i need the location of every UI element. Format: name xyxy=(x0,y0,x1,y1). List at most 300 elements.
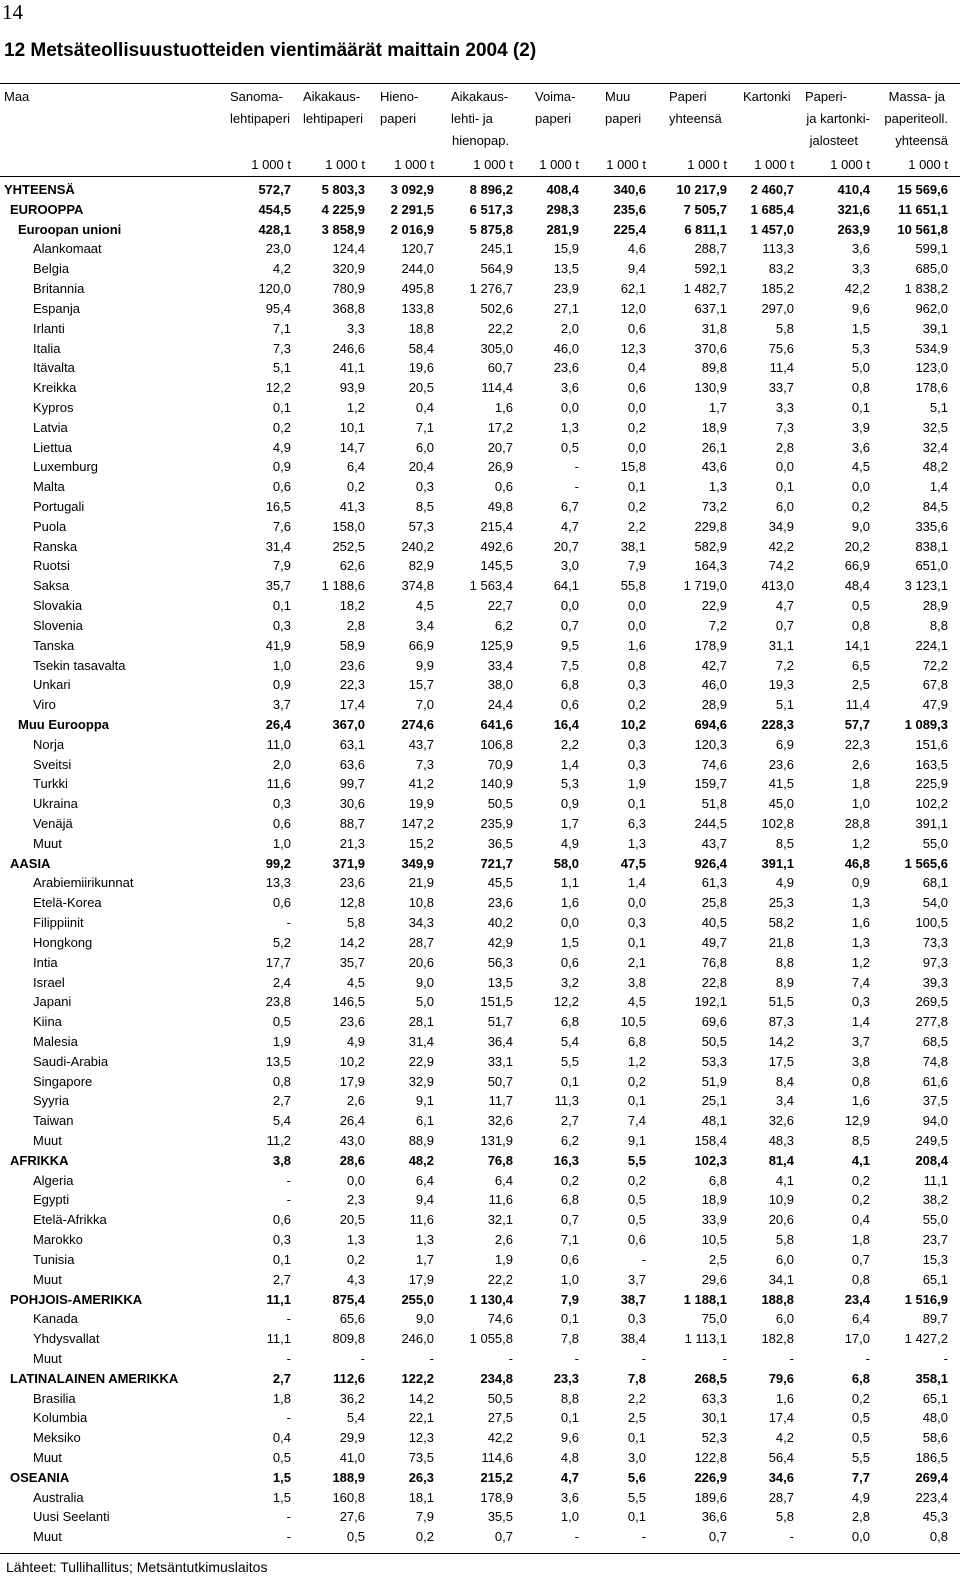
table-cell: 2 016,9 xyxy=(390,221,434,237)
table-cell: 263,9 xyxy=(837,221,870,237)
table-cell: 6,2 xyxy=(560,1133,579,1148)
table-cell: 0,4 xyxy=(415,399,434,415)
table-cell: 0,2 xyxy=(272,419,291,435)
row-label: AASIA xyxy=(10,855,51,871)
table-cell: 1,4 xyxy=(627,875,646,891)
table-cell: 67,8 xyxy=(922,677,948,693)
table-cell: 58,4 xyxy=(408,340,434,356)
table-cell: 49,7 xyxy=(701,934,727,950)
row-label: Saksa xyxy=(33,578,70,594)
row-label: Muu Eurooppa xyxy=(18,716,109,732)
table-cell: 0,1 xyxy=(627,1509,646,1525)
table-cell: 18,8 xyxy=(408,320,434,336)
table-row xyxy=(0,616,960,636)
table-cell: 0,0 xyxy=(560,915,579,931)
table-cell: 11,6 xyxy=(409,1212,434,1228)
table-cell: 32,1 xyxy=(487,1212,513,1228)
table-cell: 0,1 xyxy=(560,1311,579,1327)
row-label: Kreikka xyxy=(33,380,77,396)
table-row xyxy=(0,893,960,913)
table-cell: - xyxy=(789,1350,794,1366)
table-cell: 2,3 xyxy=(346,1192,365,1208)
table-cell: 1 563,4 xyxy=(469,578,513,594)
table-cell: 0,2 xyxy=(851,1390,870,1406)
table-cell: 114,6 xyxy=(481,1450,513,1465)
table-cell: 120,7 xyxy=(401,241,434,257)
table-cell: 1,6 xyxy=(560,895,579,911)
table-cell: 146,5 xyxy=(332,994,365,1010)
table-cell: 3,6 xyxy=(851,439,870,455)
table-cell: 1,0 xyxy=(560,1271,579,1287)
table-cell: 42,9 xyxy=(487,934,513,950)
table-cell: 28,8 xyxy=(844,816,870,831)
table-cell: 113,3 xyxy=(762,241,794,257)
table-cell: 185,2 xyxy=(761,281,794,297)
table-cell: 31,4 xyxy=(408,1033,434,1049)
table-cell: 64,1 xyxy=(553,578,579,594)
table-body xyxy=(0,180,960,1547)
row-label: Luxemburg xyxy=(33,459,99,475)
table-cell: 2,2 xyxy=(560,736,579,752)
table-cell: 69,6 xyxy=(701,1014,727,1030)
row-label: Puola xyxy=(33,518,67,534)
table-cell: 4,3 xyxy=(346,1271,365,1287)
unit-label: 1 000 t xyxy=(394,157,434,172)
table-cell: 641,6 xyxy=(480,716,513,732)
table-cell: 0,3 xyxy=(627,1311,646,1327)
table-cell: 1 565,6 xyxy=(904,855,948,871)
table-cell: 3,6 xyxy=(560,1489,579,1505)
table-cell: 23,0 xyxy=(265,241,291,257)
table-cell: 182,8 xyxy=(761,1331,794,1347)
table-cell: 74,8 xyxy=(922,1053,948,1069)
table-cell: 0,2 xyxy=(415,1529,434,1545)
table-cell: 4,1 xyxy=(851,1152,870,1168)
table-cell: 0,0 xyxy=(560,598,579,614)
table-cell: 25,3 xyxy=(768,895,794,911)
table-row xyxy=(0,1349,960,1369)
table-cell: 23,6 xyxy=(339,1014,365,1030)
table-cell: 8,5 xyxy=(775,835,794,851)
table-cell: 57,3 xyxy=(408,518,434,534)
table-cell: 33,7 xyxy=(768,380,794,396)
table-row xyxy=(0,497,960,517)
table-cell: 721,7 xyxy=(480,855,513,871)
table-row xyxy=(0,933,960,953)
table-cell: - xyxy=(574,459,579,475)
table-cell: 0,6 xyxy=(627,380,646,396)
table-cell: 32,5 xyxy=(922,419,948,435)
table-row xyxy=(0,1111,960,1131)
table-row xyxy=(0,1488,960,1508)
table-cell: 1,3 xyxy=(346,1232,365,1248)
table-cell: 1,6 xyxy=(494,399,513,415)
table-cell: 651,0 xyxy=(915,558,948,574)
row-label: Japani xyxy=(33,994,72,1010)
table-cell: 249,5 xyxy=(915,1133,948,1148)
table-cell: 4,7 xyxy=(775,598,794,614)
table-cell: 4,9 xyxy=(851,1489,870,1505)
table-cell: 7,3 xyxy=(272,340,291,356)
table-cell: 58,2 xyxy=(768,915,794,931)
row-label: AFRIKKA xyxy=(10,1152,69,1168)
table-cell: 72,2 xyxy=(922,657,948,673)
table-cell: 5,5 xyxy=(627,1489,646,1505)
table-cell: 45,0 xyxy=(768,796,794,812)
table-cell: 120,0 xyxy=(258,281,291,297)
table-cell: 0,5 xyxy=(560,439,579,455)
table-bottom-rule xyxy=(0,1553,960,1554)
table-cell: 82,9 xyxy=(408,558,434,574)
table-cell: 41,2 xyxy=(408,776,434,792)
table-cell: 8,5 xyxy=(851,1133,870,1148)
table-cell: 65,6 xyxy=(339,1311,365,1327)
table-row xyxy=(0,358,960,378)
table-cell: 208,4 xyxy=(915,1152,948,1168)
table-cell: 48,4 xyxy=(844,578,870,594)
row-label: Hongkong xyxy=(33,934,93,950)
table-cell: 32,6 xyxy=(768,1113,794,1129)
table-cell: 20,4 xyxy=(408,459,434,475)
table-cell: 15,2 xyxy=(408,835,434,851)
table-cell: 2,1 xyxy=(627,954,646,970)
table-cell: 33,1 xyxy=(487,1053,513,1069)
table-cell: 1,5 xyxy=(560,934,579,950)
table-cell: 62,6 xyxy=(339,558,365,574)
table-cell: 0,1 xyxy=(627,934,646,950)
table-cell: 1,1 xyxy=(560,875,579,891)
table-cell: 100,5 xyxy=(915,915,948,931)
table-cell: 10,8 xyxy=(408,895,434,911)
table-cell: 16,3 xyxy=(553,1152,579,1168)
table-cell: 102,3 xyxy=(694,1152,727,1168)
table-cell: 3 858,9 xyxy=(321,221,365,237)
row-label: Kiina xyxy=(33,1014,62,1030)
table-cell: 0,5 xyxy=(627,1192,646,1208)
row-label: Egypti xyxy=(33,1192,70,1208)
table-cell: 27,1 xyxy=(553,300,579,316)
table-row xyxy=(0,675,960,695)
table-row xyxy=(0,656,960,676)
table-cell: 66,9 xyxy=(408,637,434,653)
table-cell: 0,1 xyxy=(851,399,870,415)
table-cell: 22,1 xyxy=(408,1410,434,1426)
table-cell: 48,0 xyxy=(922,1410,948,1426)
table-cell: 1,2 xyxy=(851,835,870,851)
table-cell: 0,9 xyxy=(560,796,579,812)
table-cell: 10 217,9 xyxy=(676,182,727,197)
table-row xyxy=(0,1290,960,1310)
table-cell: 297,0 xyxy=(761,300,794,316)
table-cell: 408,4 xyxy=(546,182,579,197)
table-cell: 11,7 xyxy=(488,1093,513,1109)
table-cell: 22,9 xyxy=(408,1053,434,1069)
table-cell: 228,3 xyxy=(761,716,794,732)
table-cell: 94,0 xyxy=(922,1113,948,1129)
row-label: Israel xyxy=(33,974,65,990)
row-label: Kolumbia xyxy=(33,1410,88,1426)
table-cell: 0,6 xyxy=(272,895,291,911)
table-cell: 19,6 xyxy=(408,360,434,376)
table-cell: 0,8 xyxy=(851,1271,870,1287)
table-cell: 1,3 xyxy=(415,1232,434,1248)
row-label: Marokko xyxy=(33,1232,83,1248)
row-label: Unkari xyxy=(33,677,71,693)
table-cell: - xyxy=(286,1350,291,1366)
table-cell: 32,9 xyxy=(408,1073,434,1089)
table-cell: 225,9 xyxy=(915,776,948,792)
table-cell: 2,8 xyxy=(346,617,365,633)
table-cell: 43,0 xyxy=(339,1133,365,1148)
table-cell: 124,4 xyxy=(332,241,365,257)
table-cell: 34,3 xyxy=(408,915,434,931)
table-row xyxy=(0,259,960,279)
table-cell: - xyxy=(360,1350,365,1366)
table-cell: 5,8 xyxy=(775,1232,794,1248)
table-cell: 73,3 xyxy=(922,934,948,950)
row-label: Algeria xyxy=(33,1172,74,1188)
table-cell: 31,4 xyxy=(265,538,291,554)
table-cell: 1 457,0 xyxy=(750,221,794,237)
table-cell: 45,3 xyxy=(922,1509,948,1525)
column-header-line: Paperi xyxy=(669,89,707,104)
table-cell: 2,6 xyxy=(346,1093,365,1109)
table-cell: 5,4 xyxy=(346,1410,365,1426)
table-cell: 8 896,2 xyxy=(469,182,513,197)
table-cell: 5,5 xyxy=(560,1053,579,1069)
table-cell: 5,4 xyxy=(272,1113,291,1129)
table-cell: 5,0 xyxy=(415,994,434,1010)
table-cell: 10,2 xyxy=(620,716,646,732)
table-cell: 694,6 xyxy=(694,716,727,732)
table-cell: 29,6 xyxy=(701,1271,727,1287)
table-cell: 112,6 xyxy=(333,1370,365,1386)
table-cell: 20,5 xyxy=(339,1212,365,1228)
table-cell: 17,0 xyxy=(844,1331,870,1347)
table-cell: 9,0 xyxy=(851,518,870,534)
table-cell: 0,5 xyxy=(272,1014,291,1030)
table-cell: 7,9 xyxy=(272,558,291,574)
table-cell: 229,8 xyxy=(694,518,727,534)
table-cell: 582,9 xyxy=(694,538,727,554)
table-cell: 3,7 xyxy=(627,1271,646,1287)
table-cell: 88,7 xyxy=(339,816,365,831)
table-cell: 133,8 xyxy=(401,300,434,316)
table-cell: 17,5 xyxy=(768,1053,794,1069)
table-cell: 3,9 xyxy=(851,419,870,435)
table-cell: 3,4 xyxy=(775,1093,794,1109)
table-cell: 3,8 xyxy=(851,1053,870,1069)
table-cell: 6,8 xyxy=(560,677,579,693)
table-cell: 226,9 xyxy=(694,1469,727,1485)
table-cell: 38,7 xyxy=(620,1291,646,1307)
row-label: Kanada xyxy=(33,1311,78,1327)
table-cell: 26,1 xyxy=(701,439,727,455)
table-cell: 0,2 xyxy=(346,1251,365,1267)
table-cell: 42,2 xyxy=(487,1430,513,1446)
row-label: Ukraina xyxy=(33,796,78,812)
table-cell: 0,5 xyxy=(346,1529,365,1545)
row-label: Uusi Seelanti xyxy=(33,1509,110,1525)
table-cell: - xyxy=(789,1529,794,1545)
table-cell: 22,9 xyxy=(701,598,727,614)
row-label: Brasilia xyxy=(33,1390,76,1406)
table-cell: 2,6 xyxy=(494,1232,513,1248)
table-cell: 62,1 xyxy=(620,281,646,297)
table-cell: 51,9 xyxy=(701,1073,727,1089)
table-row xyxy=(0,576,960,596)
table-cell: 74,2 xyxy=(768,558,794,574)
table-cell: 6,0 xyxy=(415,439,434,455)
table-cell: 61,6 xyxy=(922,1073,948,1089)
table-cell: 2,5 xyxy=(851,677,870,693)
row-label: Filippiinit xyxy=(33,915,84,931)
table-cell: 391,1 xyxy=(915,816,948,831)
table-cell: 22,2 xyxy=(487,1271,513,1287)
table-cell: 454,5 xyxy=(258,201,291,217)
table-cell: 36,4 xyxy=(487,1033,513,1049)
table-cell: 36,2 xyxy=(339,1390,365,1406)
row-label: Belgia xyxy=(33,261,70,277)
table-cell: 163,5 xyxy=(915,756,948,772)
table-cell: 1,0 xyxy=(560,1509,579,1525)
table-row xyxy=(0,1171,960,1191)
table-cell: 0,2 xyxy=(627,499,646,514)
table-cell: 1,5 xyxy=(851,320,870,336)
table-cell: 123,0 xyxy=(915,360,948,376)
table-cell: 11,2 xyxy=(266,1133,291,1148)
table-cell: 63,1 xyxy=(339,736,365,752)
column-header-line: Sanoma- xyxy=(230,89,283,104)
table-cell: 7,3 xyxy=(415,756,434,772)
table-cell: 875,4 xyxy=(332,1291,365,1307)
table-cell: 5,0 xyxy=(851,360,870,376)
table-cell: 0,2 xyxy=(627,419,646,435)
table-row xyxy=(0,992,960,1012)
table-row xyxy=(0,596,960,616)
column-header-line: Paperi- xyxy=(805,89,847,104)
table-cell: 370,6 xyxy=(694,340,727,356)
table-cell: 5,6 xyxy=(627,1469,646,1485)
table-cell: 349,9 xyxy=(401,855,434,871)
table-cell: 223,4 xyxy=(915,1489,948,1505)
row-label: Syyria xyxy=(33,1093,70,1109)
table-cell: 151,6 xyxy=(915,736,948,752)
table-cell: 40,2 xyxy=(487,915,513,931)
table-row xyxy=(0,636,960,656)
table-cell: 41,1 xyxy=(339,360,365,376)
table-cell: 102,8 xyxy=(761,816,794,831)
table-cell: 48,3 xyxy=(768,1133,794,1148)
table-cell: 281,9 xyxy=(546,221,579,237)
table-cell: 75,6 xyxy=(768,340,794,356)
table-row xyxy=(0,715,960,735)
table-cell: 8,8 xyxy=(929,617,948,633)
table-cell: 1,4 xyxy=(560,756,579,772)
table-cell: 28,9 xyxy=(922,598,948,614)
table-cell: 6,4 xyxy=(494,1172,513,1188)
table-cell: 240,2 xyxy=(401,538,434,554)
table-cell: 9,4 xyxy=(627,261,646,277)
table-cell: 11,4 xyxy=(845,697,870,713)
table-row xyxy=(0,1448,960,1468)
table-cell: 2,5 xyxy=(627,1410,646,1426)
column-header-line: paperi xyxy=(605,111,642,126)
table-cell: 1 188,6 xyxy=(321,578,365,594)
table-cell: 244,0 xyxy=(401,261,434,277)
table-cell: 15,8 xyxy=(620,459,646,475)
table-cell: 0,7 xyxy=(494,1529,513,1545)
table-cell: 368,8 xyxy=(332,300,365,316)
table-cell: 215,4 xyxy=(480,518,513,534)
table-cell: 6,4 xyxy=(346,459,365,475)
table-row xyxy=(0,913,960,933)
table-cell: 159,7 xyxy=(694,776,727,792)
table-cell: 28,9 xyxy=(701,697,727,713)
table-cell: 0,0 xyxy=(775,459,794,475)
table-cell: 11,6 xyxy=(266,776,291,792)
row-label: Ranska xyxy=(33,538,78,554)
unit-label: 1 000 t xyxy=(830,157,870,172)
table-cell: 60,7 xyxy=(487,360,513,376)
table-cell: 31,8 xyxy=(701,320,727,336)
table-cell: - xyxy=(286,1172,291,1188)
table-cell: 0,1 xyxy=(627,479,646,495)
table-row xyxy=(0,1052,960,1072)
table-cell: 1,6 xyxy=(851,1093,870,1109)
table-cell: 17,2 xyxy=(487,419,513,435)
table-cell: 11,1 xyxy=(266,1331,291,1347)
table-cell: 9,1 xyxy=(627,1133,646,1148)
table-cell: 140,9 xyxy=(480,776,513,792)
table-cell: 76,8 xyxy=(701,954,727,970)
table-cell: 27,5 xyxy=(487,1410,513,1426)
table-cell: 24,4 xyxy=(487,697,513,713)
table-cell: 22,8 xyxy=(701,974,727,990)
table-row xyxy=(0,814,960,834)
table-cell: 3,4 xyxy=(415,617,434,633)
table-cell: 2 460,7 xyxy=(750,182,794,197)
table-cell: 7,1 xyxy=(415,419,434,435)
table-cell: 1,8 xyxy=(272,1390,291,1406)
table-cell: 26,9 xyxy=(487,459,513,475)
table-cell: 23,6 xyxy=(768,756,794,772)
table-cell: 4,5 xyxy=(851,459,870,475)
table-row xyxy=(0,695,960,715)
table-cell: 120,3 xyxy=(694,736,727,752)
table-cell: 131,9 xyxy=(480,1133,513,1148)
table-cell: 1 130,4 xyxy=(469,1291,513,1307)
table-cell: 28,7 xyxy=(768,1489,794,1505)
row-label: Itävalta xyxy=(33,360,75,376)
table-cell: 0,6 xyxy=(627,320,646,336)
table-cell: 10,2 xyxy=(339,1053,365,1069)
table-cell: 1,3 xyxy=(708,479,727,495)
table-cell: 2,6 xyxy=(851,756,870,772)
table-cell: 1,0 xyxy=(272,657,291,673)
row-label: Espanja xyxy=(33,300,80,316)
table-cell: 48,2 xyxy=(408,1152,434,1168)
table-cell: 70,9 xyxy=(487,756,513,772)
table-cell: 189,6 xyxy=(694,1489,727,1505)
table-cell: 2,8 xyxy=(851,1509,870,1525)
table-cell: 11,1 xyxy=(266,1291,291,1307)
row-label: Malta xyxy=(33,479,65,495)
table-cell: 780,9 xyxy=(332,281,365,297)
table-cell: 188,8 xyxy=(761,1291,794,1307)
table-cell: 492,6 xyxy=(480,538,513,554)
source-note: Lähteet: Tullihallitus; Metsäntutkimuslaitos xyxy=(6,1559,268,1575)
